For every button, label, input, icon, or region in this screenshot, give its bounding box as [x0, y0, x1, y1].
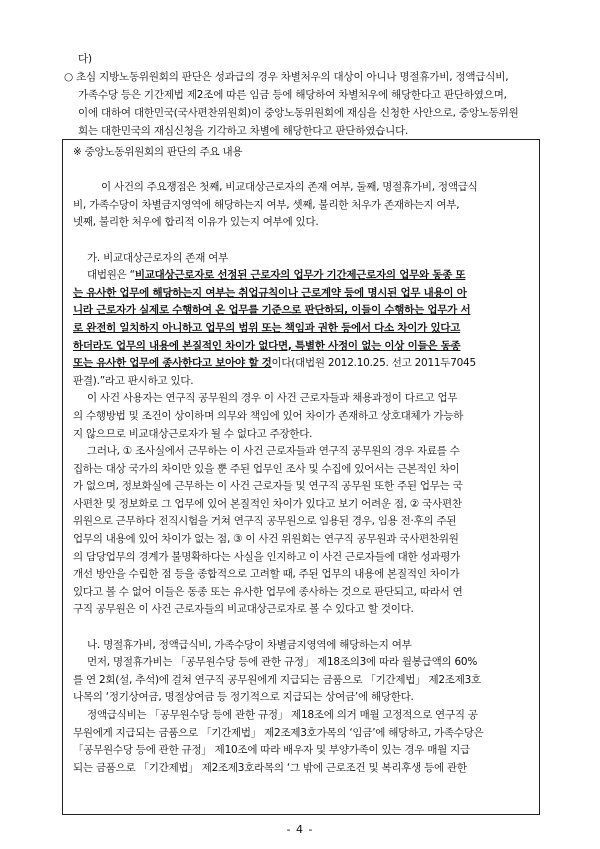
paragraph-line: 나목의 ‘정기상여금, 명절상여금 등 정기적으로 지급되는 상여금’에 해당한다.	[73, 691, 414, 704]
quote-line	[73, 302, 531, 320]
summary-line: 다)	[78, 53, 92, 65]
quote-underlined: 는 유사한 업무에 해당하는지 여부는 취업규칙이나 근로계약 등에 명시된 업무 내용이 아	[73, 286, 467, 299]
paragraph-line: 그러나, ① 조사실에서 근무하는 이 사건 근로자들과 연구직 공무원의 경우 자료를 수	[87, 445, 460, 458]
summary-line: 회는 대한민국의 재심신청을 기각하고 차별에 해당한다고 판단하였습니다.	[78, 125, 409, 137]
paragraph-line: 사편찬 및 정보화로 그 업무에 있어 본질적인 차이가 있다고 보기 어려운 점, ② 국사편찬	[73, 497, 462, 510]
quote-line	[73, 320, 531, 338]
paragraph-line: 무원에게 지급되는 금품으로 「기간제법」 제2조제3호가목의 ‘임금’에 해당하고, 가족수당은	[73, 726, 484, 739]
quote-text: 대법원은 “	[87, 269, 135, 282]
paragraph-line: 의 수행방법 및 조건이 상이하며 의무와 책임에 있어 차이가 존재하고 상호대체가 가능하	[73, 409, 464, 422]
paragraph-line: 지 않으므로 비교대상근로자가 될 수 없다고 주장한다.	[73, 427, 313, 440]
paragraph-line: 정액급식비는 「공무원수당 등에 관한 규정」 제18조에 의거 매월 고정적으로 연구직 공	[87, 709, 478, 721]
paragraph-line: 집하는 대상 국가의 차이만 있을 뿐 주된 업무인 조사 및 수집에 있어서는 근본적인 차이	[73, 462, 460, 475]
paragraph-line: 개선 방안을 수립한 점 등을 종합적으로 고려할 때, 주된 업무의 내용에 본질적인 차이가	[73, 568, 460, 581]
paragraph-line: 업무의 내용에 있어 차이가 없는 점, ③ 이 사건 위원회는 연구직 공무원과 국사편찬위원	[73, 533, 459, 546]
section-b-title: 나. 명절휴가비, 정액급식비, 가족수당이 차별금지영역에 해당하는지 여부	[87, 638, 412, 651]
quote-underlined: 하더라도 업무의 내용에 본질적인 차이가 없다면, 특별한 사정이 없는 이상 이들은 동종	[73, 339, 461, 352]
intro-line: 넷째, 불리한 처우에 합리적 이유가 있는지 여부에 있다.	[73, 216, 319, 229]
paragraph-line: 를 연 2회(설, 추석)에 걸쳐 연구직 공무원에게 지급되는 금품으로 「기간제법」 제2조제3호	[73, 673, 481, 686]
paragraph-line: 먼저, 명절휴가비는 「공무원수당 등에 관한 규정」 제18조의3에 따라 월봉급액의 60%	[87, 656, 478, 669]
quote-underlined: 또는 유사한 업무에 종사한다고 보아야 할 것	[73, 357, 272, 370]
quote-line: 판결).”라고 판시하고 있다.	[73, 374, 194, 387]
quote-underlined: 비교대상근로자로 선정된 근로자의 업무가 기간제근로자의 업무와 동종 또	[134, 269, 466, 282]
decision-box	[62, 139, 540, 815]
quote-underlined: 로 완전히 일치하지 아니하고 업무의 범위 또는 책임과 권한 등에서 다소 차이가 있다고	[73, 321, 461, 334]
paragraph-line: 위원으로 근무하다 전직시험을 거쳐 연구직 공무원으로 임용된 경우, 임용 전·후의 주된	[73, 515, 457, 528]
quote-line	[73, 355, 531, 373]
box-heading: ※ 중앙노동위원회의 판단의 주요 내용	[73, 146, 243, 158]
quote-line	[73, 285, 531, 303]
summary-line: 이에 대하여 대한민국(국사편찬위원회)이 중앙노동위원회에 재심을 신청한 사안으로, 중앙노동위원	[78, 107, 519, 119]
quote-underlined: 니라 근로자가 실제로 수행하여 온 업무를 기준으로 판단하되, 이들이 수행하는 업무가 서	[73, 304, 471, 317]
paragraph-line: 이 사건 사용자는 연구직 공무원의 경우 이 사건 근로자들과 채용과정이 다르고 업무	[87, 392, 458, 405]
quote-text: 이다(대법원 2012.10.25. 선고 2011두7045	[271, 357, 476, 370]
case-summary	[64, 50, 528, 140]
paragraph-line: 의 담당업무의 경계가 불명확하다는 사실을 인지하고 이 사건 근로자들에 대한 성과평가	[73, 550, 461, 563]
quote-line	[73, 338, 531, 356]
intro-line: 비, 가족수당이 차별금지영역에 해당하는지 여부, 셋째, 불리한 처우가 존재하는지 여부,	[73, 198, 460, 211]
paragraph-line: 구직 공무원은 이 사건 근로자들의 비교대상근로자로 볼 수 있다고 할 것이다.	[73, 603, 414, 616]
paragraph-line: 되는 금품으로 「기간제법」 제2조제3호라목의 ‘그 밖에 근로조건 및 복리후생 등에 관한	[73, 761, 467, 774]
paragraph-line: 가 없으며, 정보화실에 근무하는 이 사건 근로자들 및 연구직 공무원 또한 주된 업무는 국	[73, 480, 463, 493]
summary-line: ○ 초심 지방노동위원회의 판단은 성과급의 경우 차별처우의 대상이 아니나 명절휴가비, 정액급식비,	[64, 71, 509, 83]
paragraph-line: 「공무원수당 등에 관한 규정」 제10조에 따라 배우자 및 부양가족이 있는 경우 매월 지급	[73, 744, 470, 757]
paragraph-line: 있다고 볼 수 없어 이들은 동종 또는 유사한 업무에 종사하는 것으로 판단되고, 따라서 연	[73, 585, 463, 598]
page-number: - 4 -	[286, 823, 314, 836]
summary-line: 가족수당 등은 기간제법 제2조에 따른 임금 등에 해당하여 차별처우에 해당한다고 판단하였으며,	[78, 89, 507, 101]
intro-line: 이 사건의 주요쟁점은 첫째, 비교대상근로자의 존재 여부, 둘째, 명절휴가비, 정액급식	[101, 181, 478, 194]
quote-line	[73, 267, 531, 285]
section-a-title: 가. 비교대상근로자의 존재 여부	[87, 251, 228, 264]
